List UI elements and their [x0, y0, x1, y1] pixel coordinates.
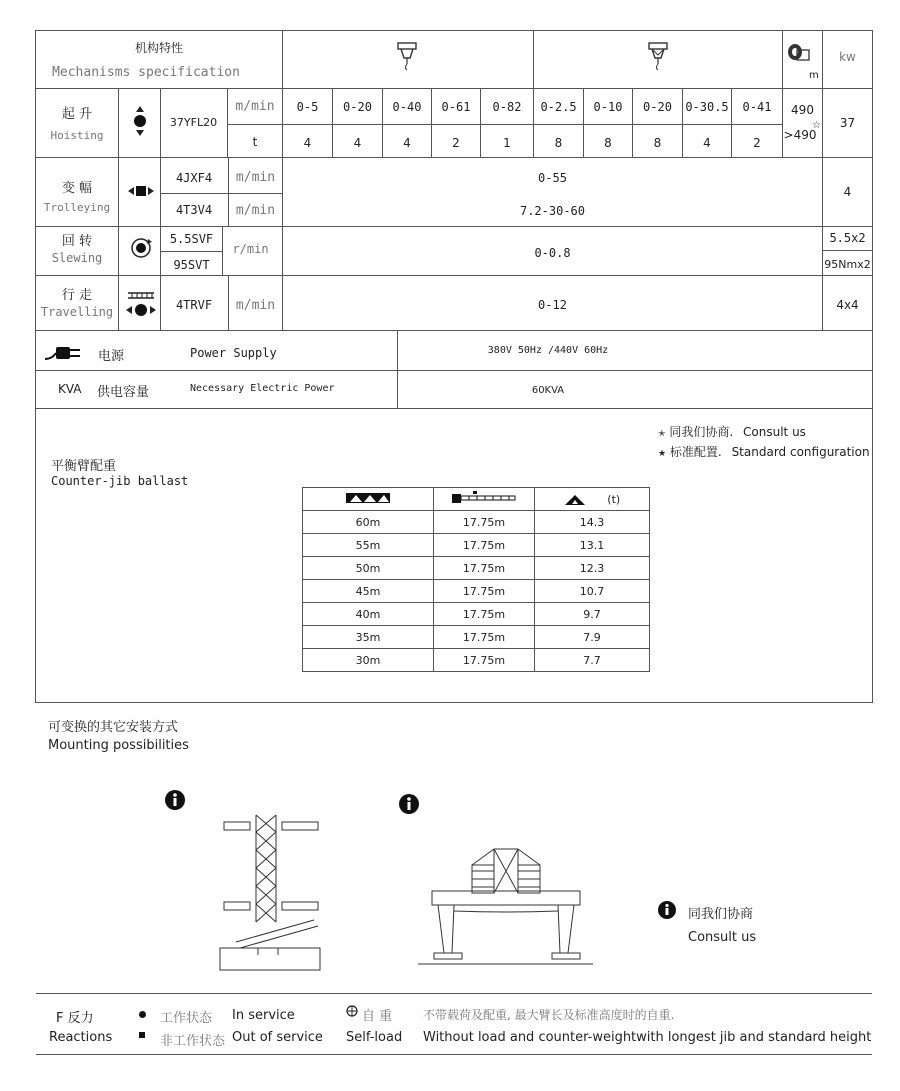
hoisting-unit-load: t: [252, 135, 258, 149]
trolleying-en: Trolleying: [43, 200, 111, 214]
spec-title-cn: 机构特性: [134, 40, 183, 55]
ballast-jib: 45m: [303, 580, 434, 603]
ballast-height: 17.75m: [434, 557, 535, 580]
travelling-en: Travelling: [40, 305, 114, 319]
slewing-model-2: 95SVT: [173, 258, 210, 272]
portal-gantry-mounting-drawing: [418, 835, 593, 970]
info-icon: [657, 900, 677, 920]
note-standard-cn: 标准配置.: [669, 445, 722, 459]
power-value: 380V 50Hz /440V 60Hz: [487, 344, 609, 356]
trolleying-model-2: 4T3V4: [175, 203, 213, 217]
ballast-weight: 7.9: [535, 626, 650, 649]
ballast-height: 17.75m: [434, 580, 535, 603]
table-row: [303, 626, 650, 649]
hoist-speed: 0-2.5: [540, 100, 577, 114]
legend-self-cn: 自 重: [362, 1009, 393, 1024]
mounting-title-en: Mounting possibilities: [48, 738, 189, 753]
drum-icon: [786, 42, 810, 66]
info-icon: [164, 789, 186, 811]
trolleying-unit-1: m/min: [235, 169, 276, 185]
hoisting-cn: 起 升: [61, 106, 93, 122]
hoist-load: 4: [403, 136, 411, 150]
ballast-jib: 35m: [303, 626, 434, 649]
hoisting-kw: 37: [839, 116, 856, 130]
in-service-dot-icon: [139, 1011, 146, 1018]
power-en: Power Supply: [190, 346, 277, 360]
table-row: [303, 511, 650, 534]
travelling-model: 4TRVF: [175, 298, 213, 312]
counter-jib-icon: [346, 492, 390, 504]
ballast-jib: 60m: [303, 511, 434, 534]
trolleying-unit-2: m/min: [235, 202, 276, 218]
ballast-weight: 13.1: [535, 534, 650, 557]
note-consult: [658, 423, 806, 440]
ballast-header-jib: [303, 488, 434, 511]
ballast-jib: 40m: [303, 603, 434, 626]
slewing-kw-1: 5.5x2: [829, 231, 866, 245]
hoist-arrow-icon: [132, 104, 148, 138]
slewing-speed: 0-0.8: [534, 246, 571, 260]
legend-self-desc-en: Without load and counter-weightwith longest jib and standard height: [423, 1030, 872, 1045]
kva-value: 60KVA: [531, 384, 565, 396]
hoisting-en: Hoisting: [50, 128, 104, 142]
trolleying-cn: 变 幅: [61, 180, 93, 196]
trolleying-model-1: 4JXF4: [175, 171, 213, 185]
legend-out-cn: 非工作状态: [160, 1034, 226, 1049]
note-standard: [658, 443, 870, 460]
out-service-square-icon: [139, 1032, 145, 1038]
ballast-weight: 14.3: [535, 511, 650, 534]
ballast-header-height: [434, 488, 535, 511]
power-cn: 电源: [98, 349, 125, 364]
slewing-unit: r/min: [232, 242, 269, 256]
hoist-load: 8: [604, 136, 612, 150]
ballast-title-cn: 平衡臂配重: [51, 459, 117, 474]
table-row: [303, 649, 650, 672]
kva-label: KVA: [58, 382, 82, 396]
hoisting-unit-speed: m/min: [235, 98, 275, 114]
legend-self-en: Self-load: [346, 1030, 403, 1045]
unit-m: m: [809, 70, 819, 81]
hoist-speed: 0-41: [742, 100, 772, 114]
slewing-en: Slewing: [51, 251, 103, 265]
unit-kw: kw: [839, 50, 856, 64]
hoist-speed: 0-10: [593, 100, 623, 114]
table-row: [303, 534, 650, 557]
hoist-load: 2: [452, 136, 460, 150]
hoisting-height-1: 490: [791, 103, 814, 117]
ballast-jib: 50m: [303, 557, 434, 580]
note-consult-cn: 同我们协商.: [669, 425, 734, 439]
ballast-header-row: [303, 488, 650, 511]
mounting-consult-en: Consult us: [688, 930, 757, 945]
trolleying-speed-1: 0-55: [538, 171, 567, 185]
plug-icon: [44, 343, 84, 363]
hoist-speed: 0-82: [492, 100, 522, 114]
hoist-speed: 0-20: [343, 100, 372, 114]
ballast-weight: 7.7: [535, 649, 650, 672]
travelling-kw: 4x4: [836, 298, 859, 312]
legend-self-desc-cn: 不带载荷及配重, 最大臂长及标准高度时的自重.: [423, 1008, 675, 1022]
trolleying-speed-2: 7.2-30-60: [519, 204, 586, 218]
legend-f-en: Reactions: [49, 1030, 113, 1045]
hoist-speed: 0-5: [296, 100, 319, 114]
ballast-jib: 30m: [303, 649, 434, 672]
legend-in-en: In service: [232, 1008, 295, 1023]
travelling-speed: 0-12: [538, 298, 567, 312]
self-load-icon: [346, 1005, 358, 1017]
ballast-unit: (t): [607, 492, 621, 506]
trolley-arrow-icon: [126, 184, 156, 198]
hoist-speed: 0-20: [643, 100, 672, 114]
hoisting-model: 37YFL20: [169, 115, 218, 129]
legend-f-cn: F 反力: [56, 1011, 94, 1026]
legend-in-cn: 工作状态: [160, 1011, 213, 1026]
slewing-kw-2: 95Nmx2: [824, 257, 871, 271]
weight-icon: [564, 494, 586, 506]
travelling-cn: 行 走: [61, 287, 93, 303]
table-row: [303, 557, 650, 580]
mast-floor-mounting-drawing: [218, 810, 328, 975]
note-standard-en: Standard configuration: [731, 445, 870, 459]
legend-out-en: Out of service: [232, 1030, 323, 1045]
travel-icon: [124, 290, 158, 320]
table-row: [303, 580, 650, 603]
slewing-model-1: 5.5SVF: [169, 232, 214, 246]
spec-title-en: Mechanisms specification: [52, 64, 240, 80]
ballast-weight: 12.3: [535, 557, 650, 580]
hook-double-icon: [648, 42, 670, 72]
hoist-load: 8: [653, 136, 662, 150]
hoisting-height-2: >490: [783, 128, 817, 142]
note-consult-en: Consult us: [743, 425, 806, 439]
ballast-weight: 9.7: [535, 603, 650, 626]
kva-cn: 供电容量: [97, 385, 150, 400]
height-mast-icon: [451, 491, 517, 505]
ballast-height: 17.75m: [434, 649, 535, 672]
hoist-load: 4: [353, 136, 362, 150]
star-icon: ★: [658, 449, 667, 459]
ballast-table: [302, 487, 650, 672]
slew-icon: [129, 236, 153, 260]
star-icon: ✭: [658, 429, 666, 439]
ballast-title-en: Counter-jib ballast: [51, 474, 189, 488]
table-row: [303, 603, 650, 626]
hoist-load: 4: [703, 136, 711, 150]
trolleying-kw: 4: [843, 185, 852, 199]
ballast-jib: 55m: [303, 534, 434, 557]
ballast-height: 17.75m: [434, 511, 535, 534]
travelling-unit: m/min: [235, 297, 276, 313]
ballast-height: 17.75m: [434, 626, 535, 649]
hoist-load: 4: [303, 136, 312, 150]
ballast-weight: 10.7: [535, 580, 650, 603]
hoist-load: 1: [503, 136, 511, 150]
ballast-height: 17.75m: [434, 603, 535, 626]
ballast-height: 17.75m: [434, 534, 535, 557]
hoist-load: 8: [554, 136, 563, 150]
hoist-load: 2: [753, 136, 761, 150]
info-icon: [398, 793, 420, 815]
kva-en: Necessary Electric Power: [190, 383, 335, 394]
star-icon: ☆: [812, 120, 821, 131]
mounting-title-cn: 可变换的其它安装方式: [48, 720, 179, 735]
hoist-speed: 0-61: [441, 100, 471, 114]
hoist-speed: 0-40: [392, 100, 422, 114]
hook-single-icon: [397, 42, 419, 72]
hoist-speed: 0-30.5: [685, 100, 729, 114]
mounting-consult-cn: 同我们协商: [688, 907, 754, 922]
ballast-header-weight: [535, 488, 650, 511]
slewing-cn: 回 转: [61, 233, 93, 249]
